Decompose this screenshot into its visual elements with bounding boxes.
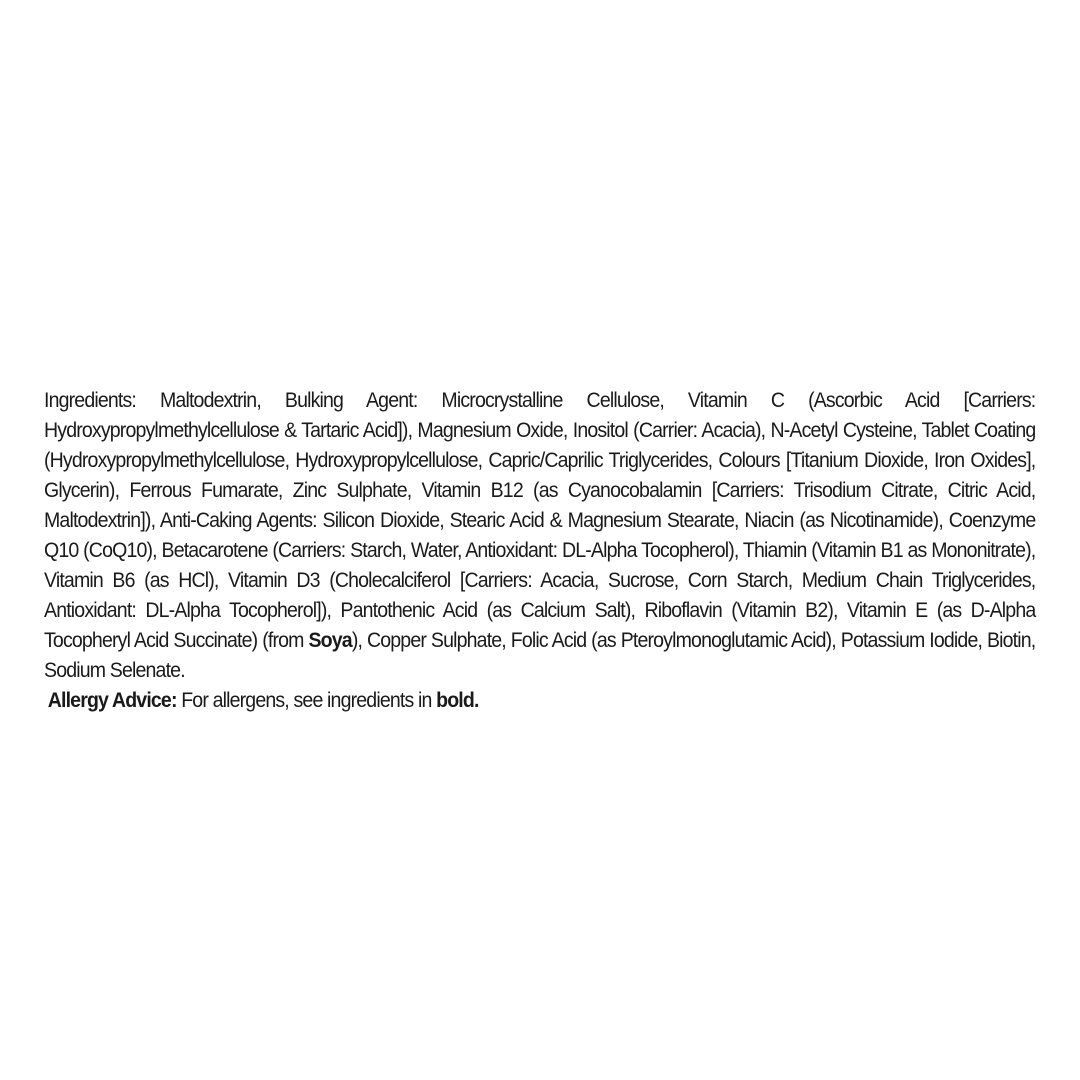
ingredients-label-panel [44, 386, 1036, 716]
ingredients-text-before-allergen: Ingredients: Maltodextrin, Bulking Agent: Microcrystalline Cellulose, Vitamin C (Ascorbic Acid [Carriers: Hydroxypropylmethylcellulose & Tartaric Acid]), Magnesium Oxide, Inositol (Carrier: Acacia), N-Acetyl Cysteine, Tablet Coating (Hydroxypropylmethylcellulose, Hydroxypropylcellulose, Capric/Caprilic Triglycerides, Colours [Titanium Dioxide, Iron Oxides], Glycerin), Ferrous Fumarate, Zinc Sulphate, Vitamin B12 (as Cyanocobalamin [Carriers: Trisodium Citrate, Citric Acid, Maltodextrin]), Anti-Caking Agents: Silicon Dioxide, Stearic Acid & Magnesium Stearate, Niacin (as Nicotinamide), Coenzyme Q10 (CoQ10), Betacarotene (Carriers: Starch, Water, Antioxidant: DL-Alpha Tocopherol), Thiamin (Vitamin B1 as Mononitrate), Vitamin B6 (as HCl), Vitamin D3 (Cholecalciferol [Carriers: Acacia, Sucrose, Corn Starch, Medium Chain Triglycerides, Antioxidant: DL-Alpha Tocopherol]), Pantothenic Acid (as Calcium Salt), Riboflavin (Vitamin B2), Vitamin E (as D-Alpha Tocopheryl Acid Succinate) (from [44, 389, 1036, 652]
allergen-soya: Soya [308, 629, 352, 652]
allergy-advice-emphasis: bold. [436, 689, 479, 712]
allergy-advice [44, 686, 967, 716]
ingredients-paragraph [44, 386, 1035, 686]
allergy-advice-text: For allergens, see ingredients in [176, 689, 437, 712]
allergy-advice-label: Allergy Advice: [47, 689, 177, 712]
ingredients-text-after-allergen: ), Copper Sulphate, Folic Acid (as Pteroylmonoglutamic Acid), Potassium Iodide, Biotin, Sodium Selenate. [44, 629, 1036, 682]
